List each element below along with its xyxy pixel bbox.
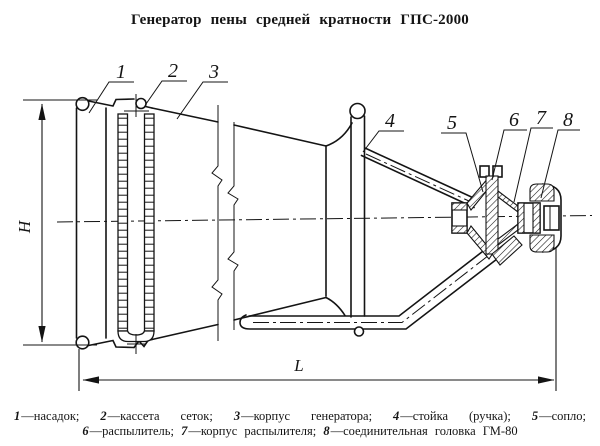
height-dimension-label: H bbox=[15, 220, 34, 234]
callout-4: 4 bbox=[385, 110, 395, 132]
caption-item-8: 8—соединительная головка ГМ-80 bbox=[323, 423, 518, 438]
generator-body bbox=[152, 105, 352, 341]
caption-line-1 bbox=[14, 409, 586, 424]
caption-item-6: 6—распылитель; bbox=[82, 423, 174, 438]
caption-item-4: 4—стойка (ручка); bbox=[393, 409, 511, 423]
caption-line-2 bbox=[14, 424, 586, 439]
nozzle-outline bbox=[76, 98, 152, 349]
length-dimension-label: L bbox=[294, 356, 304, 375]
callout-2: 2 bbox=[168, 60, 178, 82]
break-line bbox=[228, 122, 238, 330]
mesh-cassette bbox=[118, 94, 154, 354]
sprayer-flange bbox=[486, 176, 498, 254]
height-dimension bbox=[15, 100, 97, 345]
callout-numbers bbox=[116, 60, 573, 134]
callout-5: 5 bbox=[447, 112, 457, 134]
caption-item-1: 1—насадок; bbox=[14, 409, 80, 423]
break-line bbox=[212, 105, 222, 341]
callout-8: 8 bbox=[563, 109, 573, 131]
caption-item-2: 2—кассета сеток; bbox=[100, 409, 213, 423]
callout-7: 7 bbox=[536, 107, 546, 129]
figure-caption bbox=[14, 409, 586, 438]
callout-1: 1 bbox=[116, 61, 126, 83]
figure-title: Генератор пены средней кратности ГПС-2000 bbox=[131, 12, 469, 28]
callout-6: 6 bbox=[509, 109, 519, 131]
spray-nozzle-assembly bbox=[452, 166, 540, 265]
caption-item-5: 5—сопло; bbox=[531, 409, 587, 423]
caption-item-7: 7—корпус распылителя; bbox=[181, 423, 317, 438]
callout-3: 3 bbox=[209, 61, 219, 83]
caption-item-3: 3—корпус генератора; bbox=[233, 409, 373, 423]
center-axis-line bbox=[57, 216, 592, 223]
